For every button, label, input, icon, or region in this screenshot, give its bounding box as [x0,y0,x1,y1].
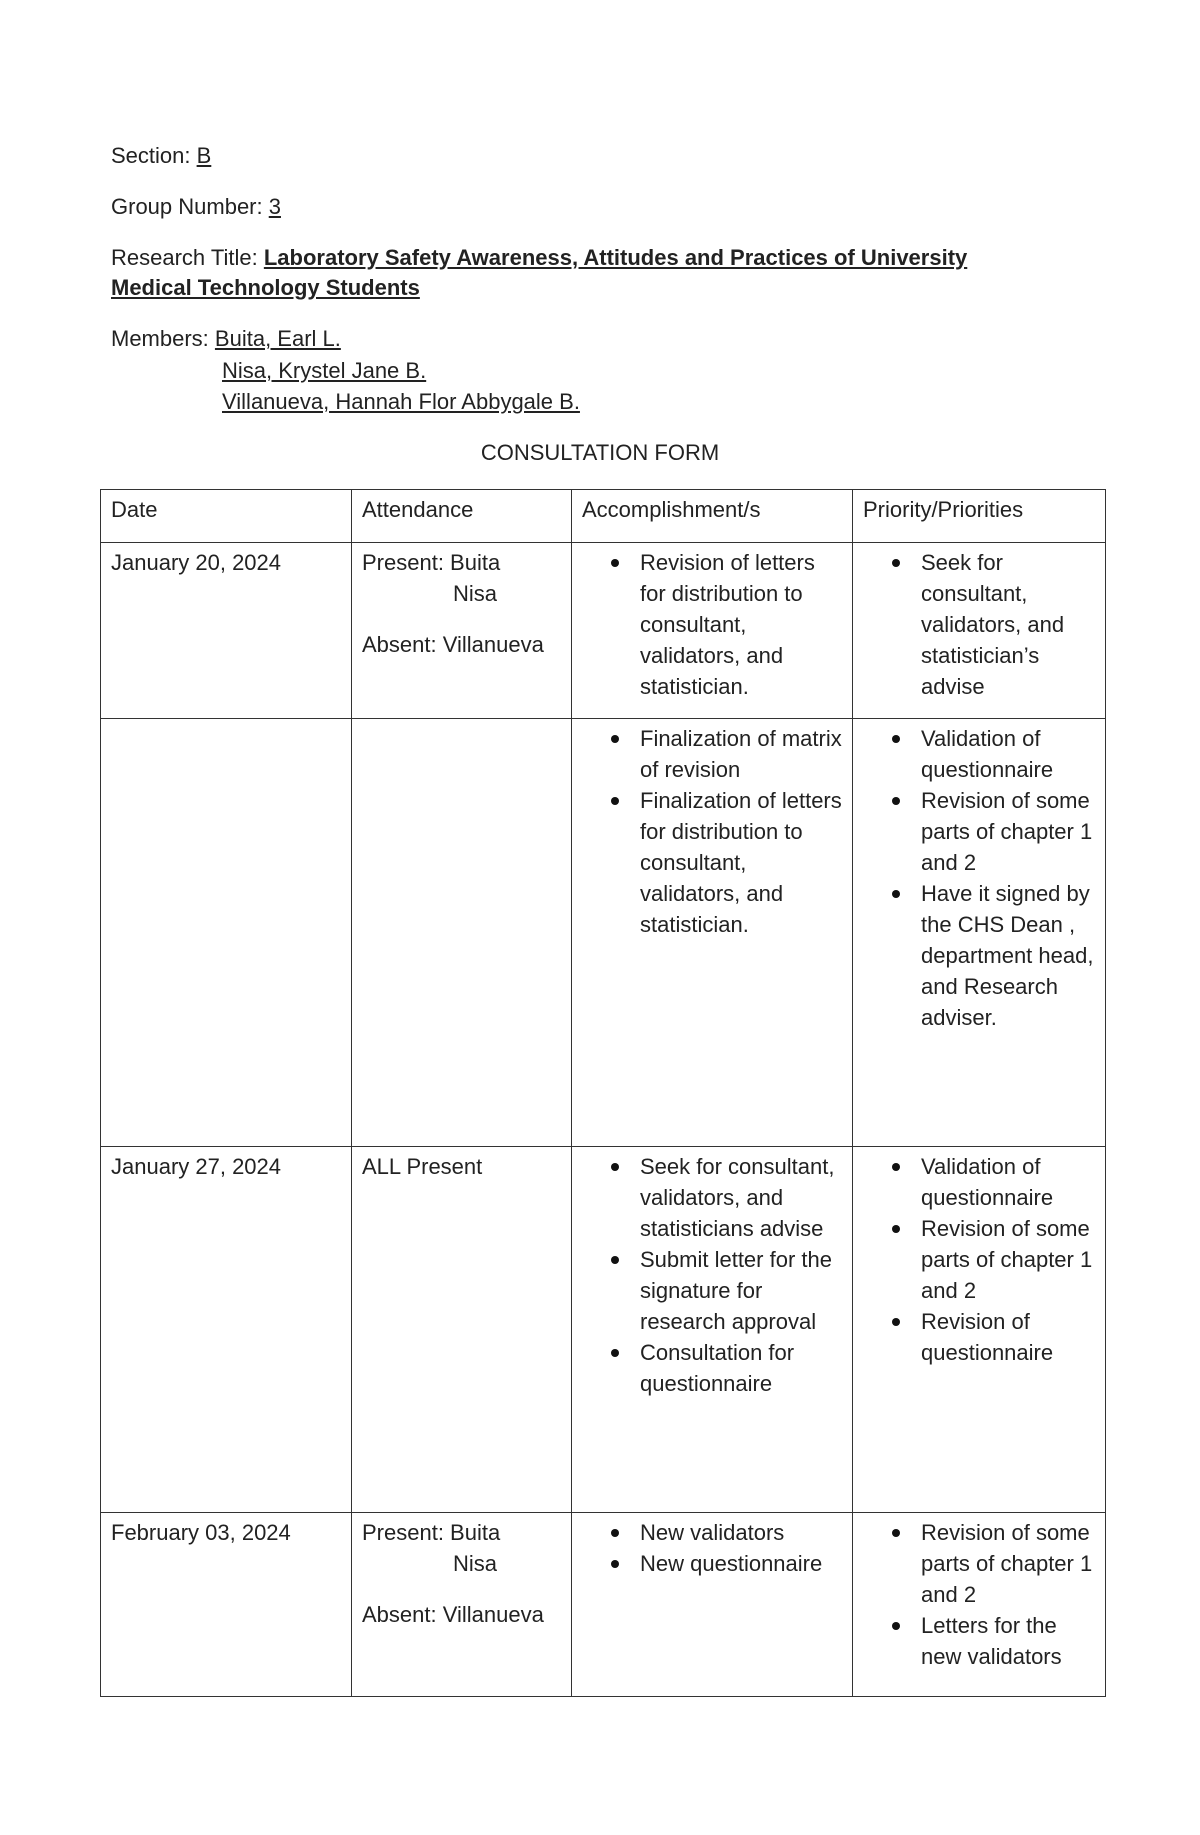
header-cell [352,490,572,543]
priorities-list [853,543,1105,708]
section-line [111,141,211,171]
member-1: Buita, Earl L. [214,326,341,351]
table-row [101,543,1106,719]
accomplishments-list [572,719,852,946]
accomplishments-cell [572,543,853,719]
list-item: New validators [572,1517,844,1548]
priorities-cell [853,1147,1106,1513]
section-value: B [196,143,212,168]
attendance-cell [352,719,572,1147]
absent-text: Absent: Villanueva [362,1602,544,1627]
list-item: Validation of questionnaire [853,723,1097,785]
list-item: Revision of questionnaire [853,1306,1097,1368]
table-row [101,719,1106,1147]
header-cell [101,490,352,543]
attendance-cell [352,543,572,719]
header-cell [853,490,1106,543]
list-item: Revision of some parts of chapter 1 and 2 [853,785,1097,878]
list-item: Submit letter for the signature for research approval [572,1244,844,1337]
research-title-line [111,243,967,273]
spacer [362,1579,561,1599]
priorities-cell [853,719,1106,1147]
member-list [222,355,580,417]
spacer [362,609,561,629]
present-continued-text: Nisa [453,581,498,606]
list-item: Revision of some parts of chapter 1 and 2 [853,1213,1097,1306]
table-row [101,1147,1106,1513]
accomplishments-list [572,1513,852,1585]
date-value: January 20, 2024 [111,550,282,575]
priorities-list [853,1513,1105,1672]
date-cell [101,1513,352,1697]
group-number-label: Group Number: [111,194,269,219]
group-number-line [111,192,281,222]
members-line [111,324,341,354]
absent-text: Absent: Villanueva [362,632,544,657]
priorities-list [853,719,1105,1039]
accomplishments-list [572,543,852,708]
list-item: Finalization of matrix of revision [572,723,844,785]
research-title-line-2 [111,273,420,303]
list-item: New questionnaire [572,1548,844,1579]
consultation-table [100,489,1106,1697]
priorities-cell [853,1513,1106,1697]
accomplishments-cell [572,1147,853,1513]
accomplishments-cell [572,719,853,1147]
header-accomplishments: Accomplishment/s [582,497,761,522]
member-3: Villanueva, Hannah Flor Abbygale B. [222,389,580,414]
date-value: February 03, 2024 [111,1520,291,1545]
list-item: Validation of questionnaire [853,1151,1097,1213]
group-number-value: 3 [268,194,281,219]
attendance-value [352,719,571,729]
present-text: Present: Buita [362,550,501,575]
table-row [101,1513,1106,1697]
attendance-value [352,1513,571,1636]
present-continued-text: Nisa [453,1551,498,1576]
list-item: Letters for the new validators [853,1610,1097,1672]
table-header-row [101,490,1106,543]
list-item: Have it signed by the CHS Dean , department head, and Research adviser. [853,878,1097,1033]
header-date: Date [111,497,158,522]
research-title-part2: Medical Technology Students [111,275,420,300]
form-title: CONSULTATION FORM [480,440,720,465]
date-cell [101,719,352,1147]
list-item: Revision of some parts of chapter 1 and 2 [853,1517,1097,1610]
list-item: Seek for consultant, validators, and statistician’s advise [853,547,1097,702]
accomplishments-list [572,1147,852,1405]
list-item: Finalization of letters for distribution to consultant, validators, and statistician. [572,785,844,940]
attendance-value [352,543,571,666]
date-cell [101,543,352,719]
member-2: Nisa, Krystel Jane B. [222,358,427,383]
section-label: Section: [111,143,197,168]
date-value [101,719,351,729]
members-label: Members: [111,326,215,351]
list-item: Consultation for questionnaire [572,1337,844,1399]
priorities-list [853,1147,1105,1374]
date-value: January 27, 2024 [111,1154,282,1179]
list-item: Revision of letters for distribution to consultant, validators, and statistician. [572,547,844,702]
date-cell [101,1147,352,1513]
accomplishments-cell [572,1513,853,1697]
header-priorities: Priority/Priorities [863,497,1024,522]
present-text: Present: Buita [362,1520,501,1545]
list-item: Seek for consultant, validators, and statisticians advise [572,1151,844,1244]
attendance-value: ALL Present [362,1154,483,1179]
attendance-cell [352,1147,572,1513]
priorities-cell [853,543,1106,719]
research-title-label: Research Title: [111,245,264,270]
header-attendance: Attendance [362,497,474,522]
attendance-cell [352,1513,572,1697]
header-cell [572,490,853,543]
research-title-part1: Laboratory Safety Awareness, Attitudes and Practices of University [263,245,968,270]
